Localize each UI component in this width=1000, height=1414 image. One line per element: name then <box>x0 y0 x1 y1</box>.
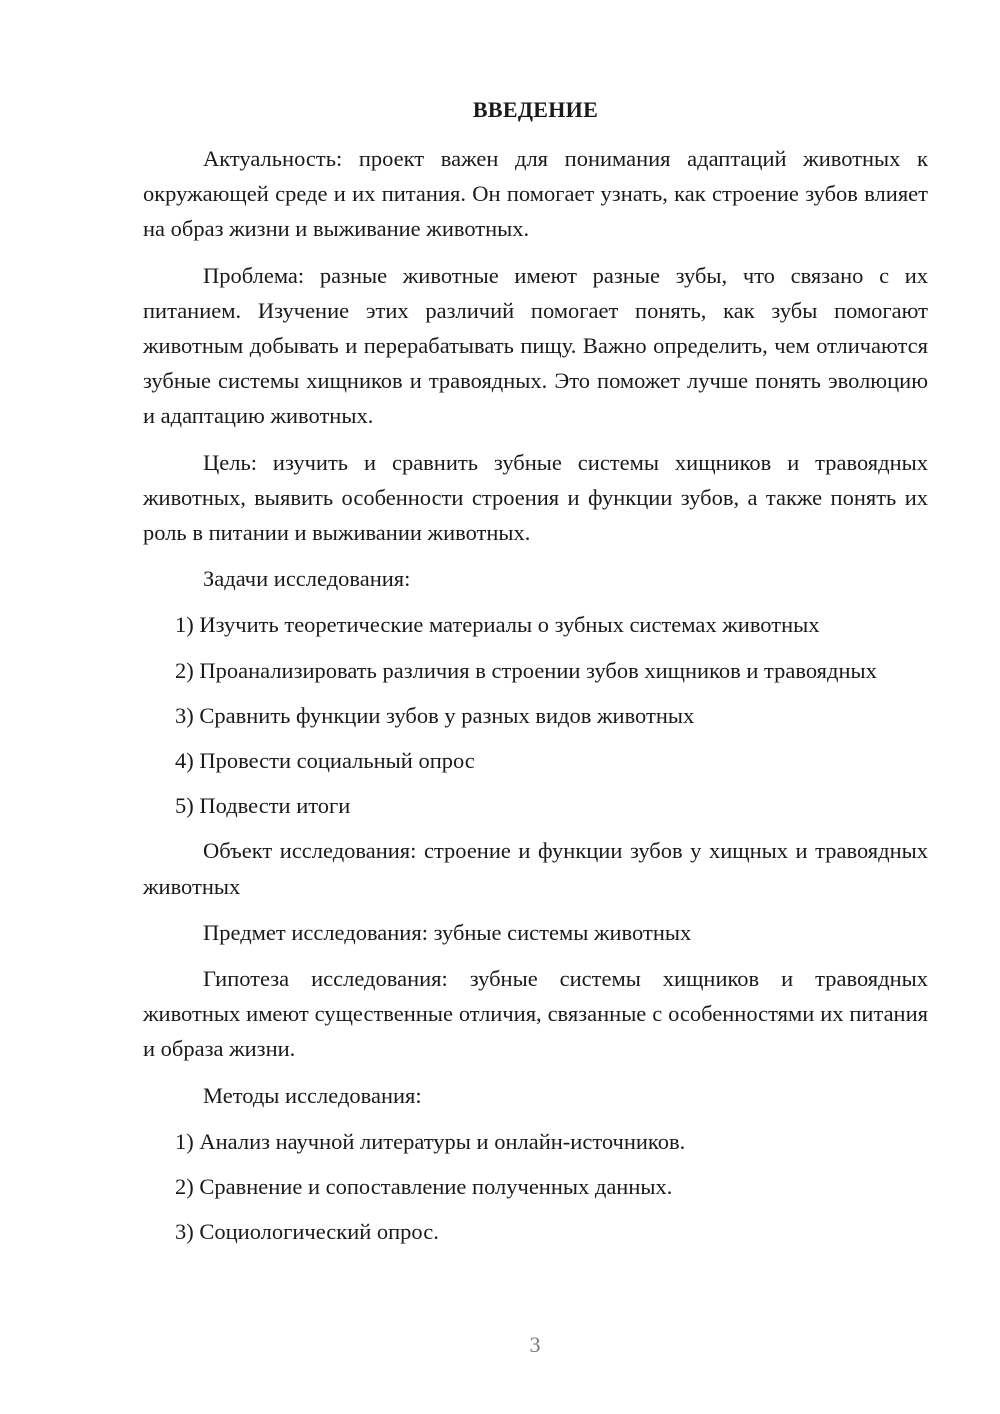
paragraph-goal: Цель: изучить и сравнить зубные системы хищников и травоядных животных, выявить особенности строения и функции зубов, а также понять их роль в питании и выживании животных. <box>143 449 928 546</box>
page-number: 3 <box>529 1332 541 1357</box>
document-page <box>143 92 928 1259</box>
task-item-3: 3) Сравнить функции зубов у разных видов животных <box>175 702 695 728</box>
task-item-1: 1) Изучить теоретические материалы о зубных системах животных <box>175 612 820 638</box>
page-title: ВВЕДЕНИЕ <box>472 97 599 122</box>
paragraph-hypothesis: Гипотеза исследования: зубные системы хищников и травоядных животных имеют существенные отличия, связанные с особенностями их питания и образа жизни. <box>143 966 928 1062</box>
paragraph-relevance: Актуальность: проект важен для понимания адаптаций животных к окружающей среде и их питания. Он помогает узнать, как строение зубов влияет на образ жизни и выживание животных. <box>143 146 928 242</box>
paragraph-problem: Проблема: разные животные имеют разные зубы, что связано с их питанием. Изучение этих различий помогает понять, как зубы помогают животным добывать и перерабатывать пищу. Важно определить, чем отличаются зубные системы хищников и травоядных. Это поможет лучше понять эволюцию и адаптацию животных. <box>143 262 928 429</box>
task-item-5: 5) Подвести итоги <box>175 793 351 819</box>
task-item-4: 4) Провести социальный опрос <box>175 748 475 774</box>
methods-heading: Методы исследования: <box>203 1082 422 1108</box>
method-item-2: 2) Сравнение и сопоставление полученных данных. <box>175 1174 673 1200</box>
paragraph-subject: Предмет исследования: зубные системы животных <box>203 919 692 945</box>
method-item-3: 3) Социологический опрос. <box>175 1219 439 1245</box>
task-item-2: 2) Проанализировать различия в строении зубов хищников и травоядных <box>175 657 877 683</box>
paragraph-object: Объект исследования: строение и функции зубов у хищных и травоядных животных <box>143 838 928 899</box>
method-item-1: 1) Анализ научной литературы и онлайн-источников. <box>175 1128 686 1154</box>
tasks-heading: Задачи исследования: <box>203 566 411 592</box>
